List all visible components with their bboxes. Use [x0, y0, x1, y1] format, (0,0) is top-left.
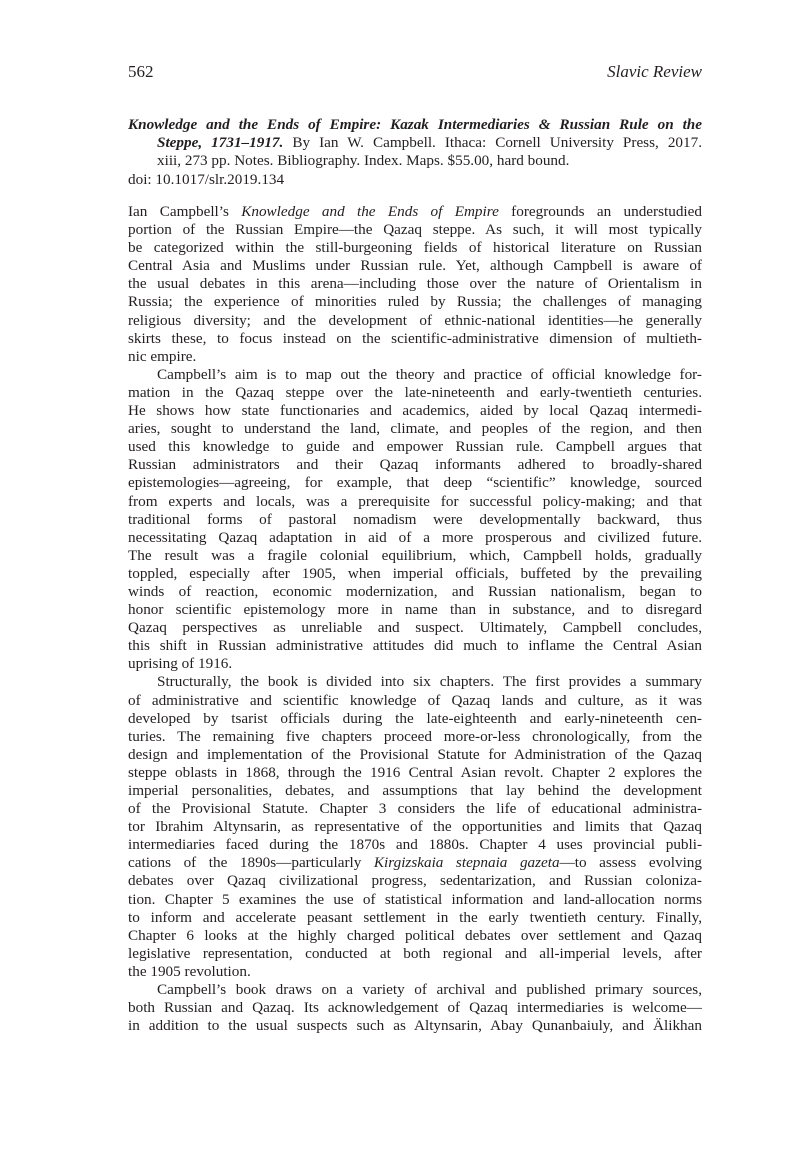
book-title-cont: Steppe, 1731–1917. [157, 134, 284, 152]
text-line: traditional forms of pastoral nomadism were developmentally backward, thus [128, 510, 702, 528]
paragraph [128, 673, 702, 981]
text-line: this shift in Russian administrative attitudes did much to inflame the Central Asian [128, 637, 702, 655]
text-line: turies. The remaining five chapters proceed more-or-less chronologically, from the [128, 727, 702, 745]
text-line [128, 854, 702, 872]
text-line: The result was a fragile colonial equilibrium, which, Campbell holds, gradually [128, 546, 702, 564]
citation-line [128, 116, 702, 134]
text-line [128, 203, 702, 221]
text-line: religious diversity; and the development of ethnic-national identities—he generally [128, 311, 702, 329]
review-body [128, 203, 702, 1035]
text-line: intermediaries faced during the 1870s and 1880s. Chapter 4 uses provincial publi- [128, 836, 702, 854]
text-line: winds of reaction, economic modernization, and Russian nationalism, began to [128, 582, 702, 600]
text-line: skirts these, to focus instead on the scientific-administrative dimension of multieth- [128, 329, 702, 347]
text-line: be categorized within the still-burgeoning fields of historical literature on Russian [128, 239, 702, 257]
book-title: Knowledge and the Ends of Empire: Kazak Intermediaries & Russian Rule on the [128, 116, 702, 133]
book-citation [128, 116, 702, 189]
text-line: tion. Chapter 5 examines the use of statistical information and land-allocation norms [128, 890, 702, 908]
text-line: both Russian and Qazaq. Its acknowledgement of Qazaq intermediaries is welcome— [128, 999, 702, 1017]
doi: doi: 10.1017/slr.2019.134 [128, 170, 285, 188]
text-line: Chapter 6 looks at the highly charged political debates over settlement and Qazaq [128, 926, 702, 944]
text-line: Russia; the experience of minorities ruled by Russia; the challenges of managing [128, 293, 702, 311]
text-line: uprising of 1916. [128, 655, 233, 673]
text-line: design and implementation of the Provisional Statute for Administration of the Qazaq [128, 745, 702, 763]
citation-details: By Ian W. Campbell. Ithaca: Cornell University Press, 2017. [283, 134, 702, 152]
text-line: toppled, especially after 1905, when imperial officials, buffeted by the prevailing [128, 564, 702, 582]
text-line: portion of the Russian Empire—the Qazaq steppe. As such, it will most typically [128, 221, 702, 239]
text-line: mation in the Qazaq steppe over the late-nineteenth and early-twentieth centuries. [128, 383, 702, 401]
text-line: from experts and locals, was a prerequisite for successful policy-making; and that [128, 492, 702, 510]
text-line: Campbell’s aim is to map out the theory and practice of official knowledge for- [157, 365, 702, 383]
text-segment: Ian Campbell’s [128, 203, 242, 220]
text-line: Central Asia and Muslims under Russian rule. Yet, although Campbell is aware of [128, 257, 702, 275]
text-segment: foregrounds an understudied [498, 203, 702, 220]
text-line: aries, sought to understand the land, climate, and peoples of the region, and then [128, 420, 702, 438]
citation-line: xiii, 273 pp. Notes. Bibliography. Index. Maps. $55.00, hard bound. [157, 152, 570, 170]
text-line: steppe oblasts in 1868, through the 1916 Central Asian revolt. Chapter 2 explores the [128, 763, 702, 781]
running-header [128, 62, 702, 86]
text-line: legislative representation, conducted at both regional and all-imperial levels, after [128, 944, 702, 962]
text-line: of the Provisional Statute. Chapter 3 considers the life of educational administra- [128, 800, 702, 818]
text-line: the 1905 revolution. [128, 962, 251, 980]
text-line: epistemologies—agreeing, for example, that deep “scientific” knowledge, sourced [128, 474, 702, 492]
text-line: the usual debates in this arena—including those over the nature of Orientalism in [128, 275, 702, 293]
italic-title: Knowledge and the Ends of Empire [241, 203, 499, 220]
paragraph [128, 981, 702, 1035]
text-line: imperial personalities, debates, and assumptions that lay behind the development [128, 782, 702, 799]
text-line: used this knowledge to guide and empower Russian rule. Campbell argues that [128, 438, 702, 456]
text-line: necessitating Qazaq adaptation in aid of a more prosperous and civilized future. [128, 528, 702, 546]
text-line: in addition to the usual suspects such as Altynsarin, Abay Qunanbaiuly, and Älikhan [128, 1017, 702, 1035]
text-segment: —to assess evolving [559, 854, 702, 872]
text-line: He shows how state functionaries and academics, aided by local Qazaq intermedi- [128, 402, 702, 420]
text-line: to inform and accelerate peasant settlement in the early twentieth century. Finally, [128, 908, 702, 926]
text-segment: cations of the 1890s—particularly [128, 854, 374, 872]
text-line: debates over Qazaq civilizational progress, sedentarization, and Russian coloniza- [128, 872, 702, 890]
text-line: honor scientific epistemology more in name than in substance, and to disregard [128, 601, 702, 619]
text-line: Structurally, the book is divided into six chapters. The first provides a summary [157, 673, 702, 691]
text-line: developed by tsarist officials during the late-eighteenth and early-nineteenth cen- [128, 709, 702, 727]
text-line: Russian administrators and their Qazaq informants adhered to broadly-shared [128, 456, 702, 474]
paragraph [128, 203, 702, 366]
journal-title: Slavic Review [607, 62, 702, 81]
paragraph [128, 366, 702, 674]
text-line: Campbell’s book draws on a variety of archival and published primary sources, [157, 981, 702, 999]
text-line: tor Ibrahim Altynsarin, as representative of the opportunities and limits that Qazaq [128, 818, 702, 836]
text-line: nic empire. [128, 347, 197, 365]
italic-title: Kirgizskaia stepnaia gazeta [373, 854, 560, 872]
text-line: Qazaq perspectives as unreliable and suspect. Ultimately, Campbell concludes, [128, 619, 702, 637]
text-line: of administrative and scientific knowledge of Qazaq lands and culture, as it was [128, 691, 702, 709]
citation-line [128, 134, 702, 152]
page-number: 562 [128, 62, 154, 81]
